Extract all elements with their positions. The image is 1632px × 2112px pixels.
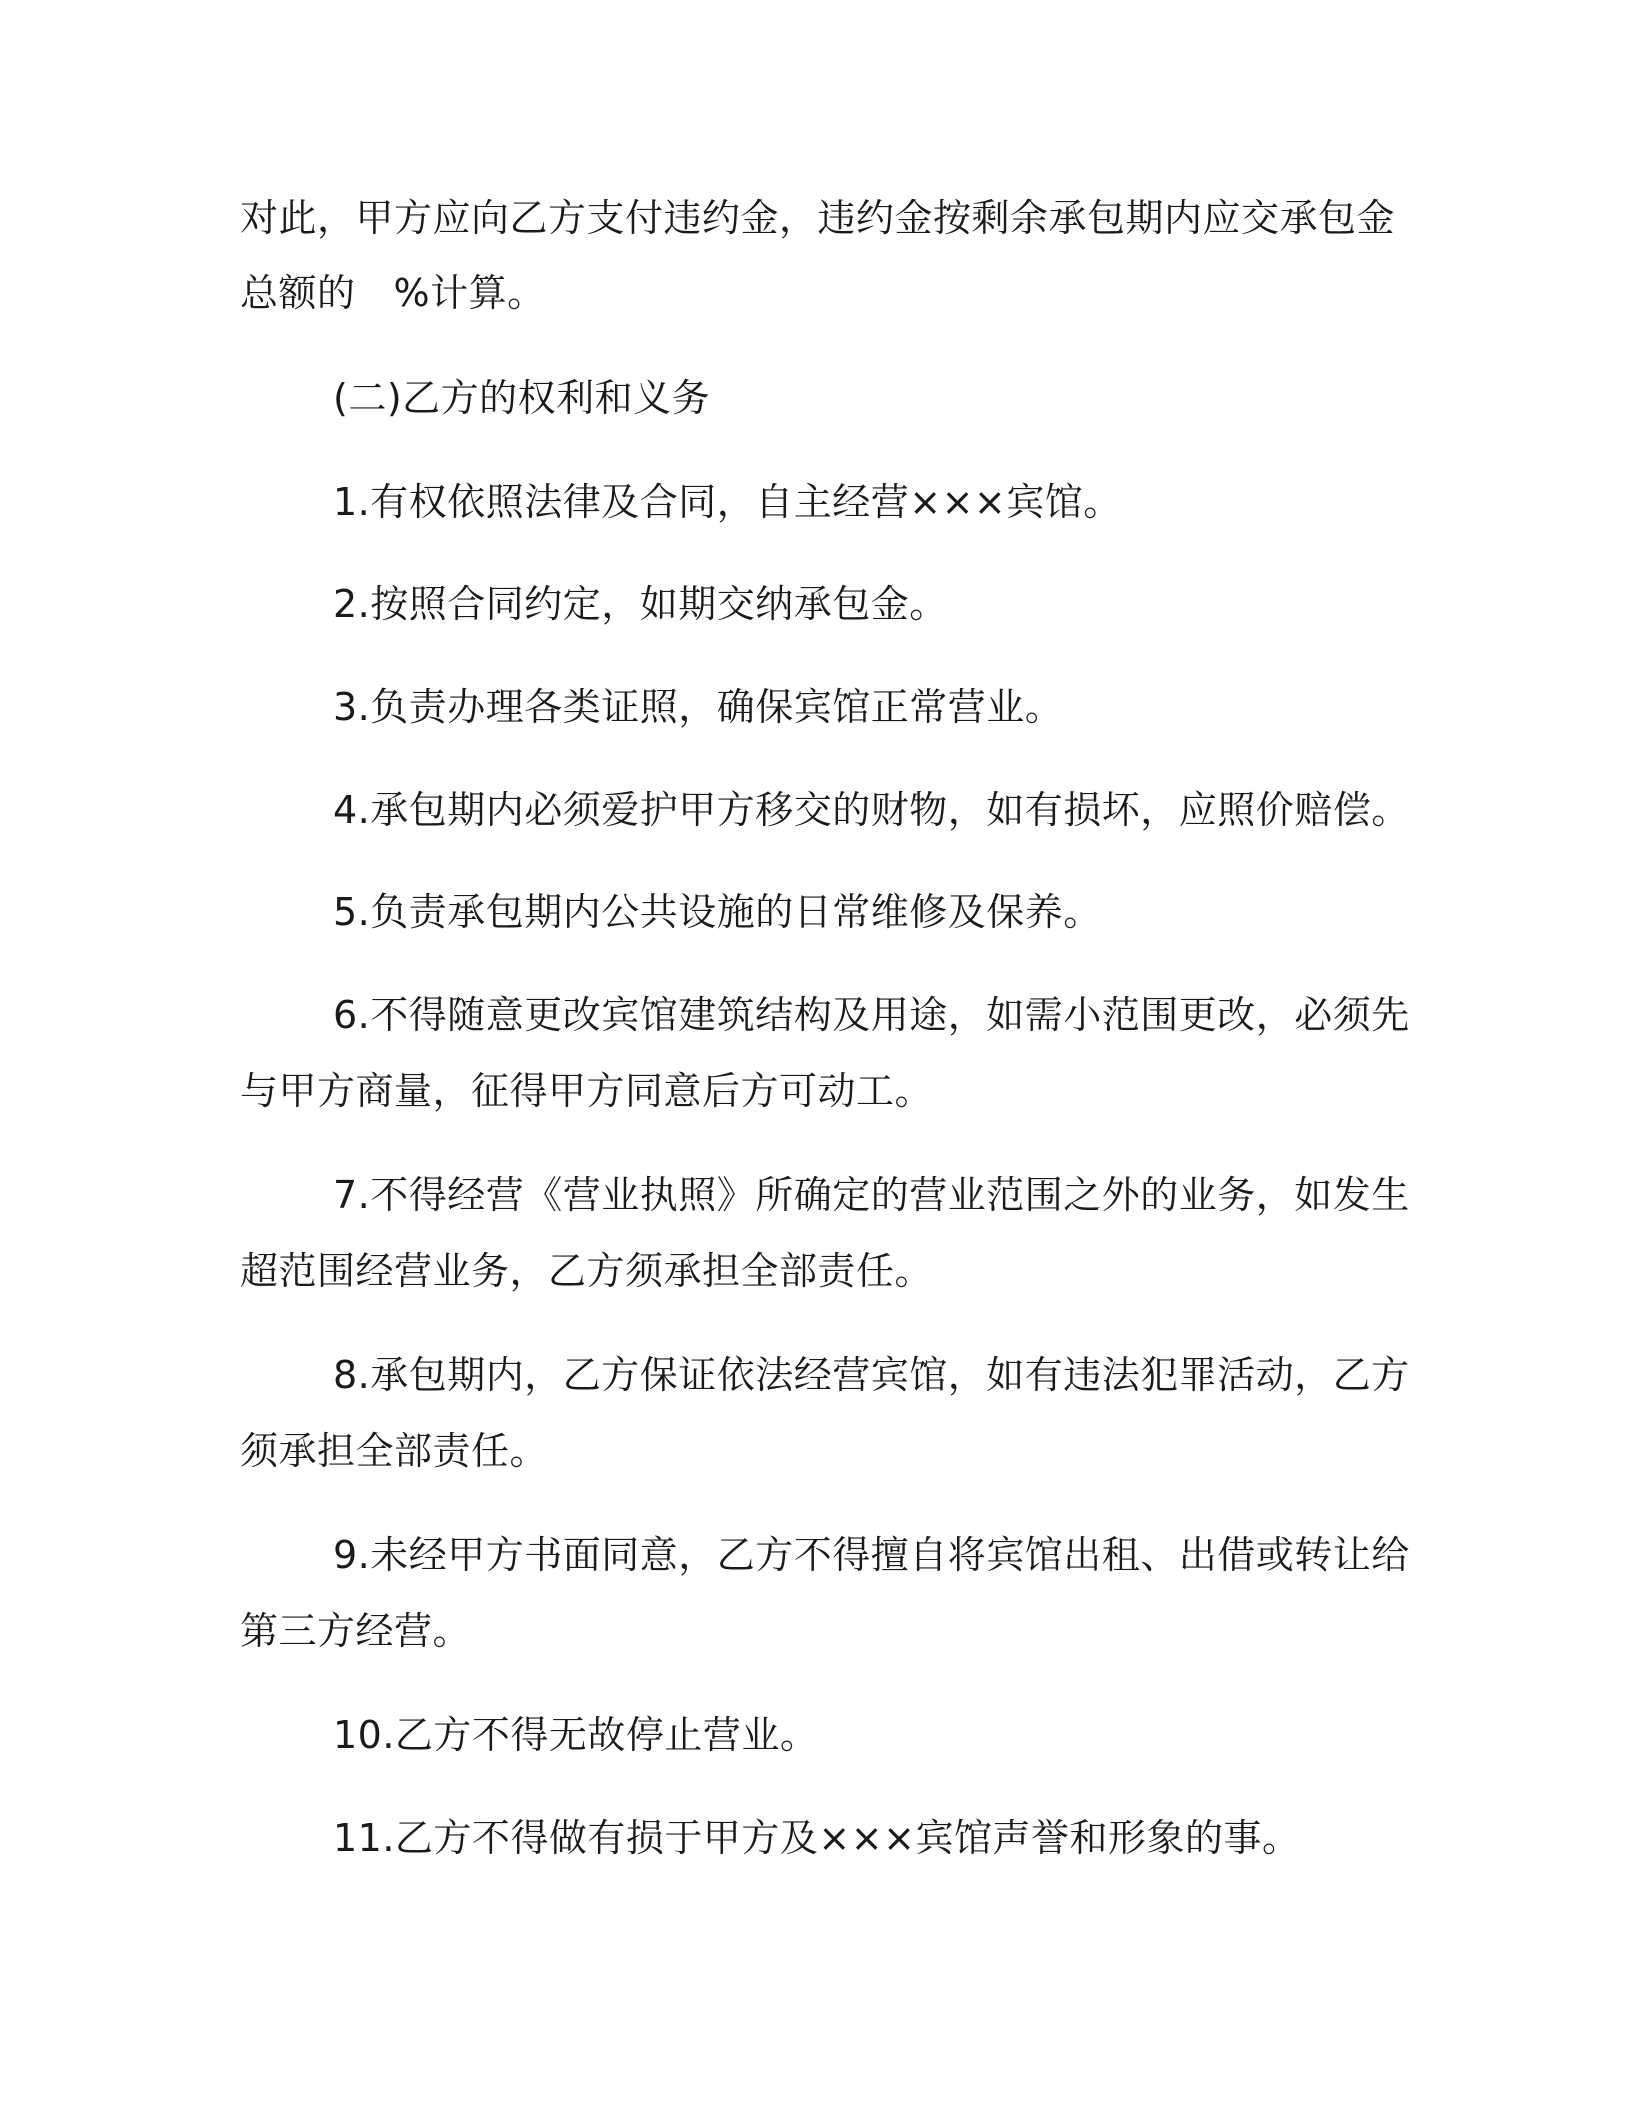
section-heading: (二)乙方的权利和义务 xyxy=(333,376,711,420)
paragraph-text: 总额的 xyxy=(240,271,356,315)
list-item-10: 10.乙方不得无故停止营业。 xyxy=(333,1713,819,1757)
list-item-3: 3.负责办理各类证照，确保宾馆正常营业。 xyxy=(333,685,1064,729)
paragraph-line: 对此，甲方应向乙方支付违约金，违约金按剩余承包期内应交承包金 xyxy=(240,196,1396,240)
paragraph-line xyxy=(240,268,546,318)
list-item-9-continued: 第三方经营。 xyxy=(240,1609,472,1653)
list-item-6: 6.不得随意更改宾馆建筑结构及用途，如需小范围更改，必须先 xyxy=(333,993,1410,1037)
list-item-7-continued: 超范围经营业务，乙方须承担全部责任。 xyxy=(240,1249,934,1293)
list-item-8-continued: 须承担全部责任。 xyxy=(240,1429,549,1473)
list-item-5: 5.负责承包期内公共设施的日常维修及保养。 xyxy=(333,890,1102,934)
paragraph-text: %计算。 xyxy=(393,271,546,315)
list-item-8: 8.承包期内，乙方保证依法经营宾馆，如有违法犯罪活动，乙方 xyxy=(333,1353,1410,1397)
list-item-2: 2.按照合同约定，如期交纳承包金。 xyxy=(333,582,948,626)
list-item-7: 7.不得经营《营业执照》所确定的营业范围之外的业务，如发生 xyxy=(333,1173,1410,1217)
list-item-9: 9.未经甲方书面同意，乙方不得擅自将宾馆出租、出借或转让给 xyxy=(333,1533,1410,1577)
list-item-4: 4.承包期内必须爱护甲方移交的财物，如有损坏，应照价赔偿。 xyxy=(333,788,1410,832)
list-item-11: 11.乙方不得做有损于甲方及×××宾馆声誉和形象的事。 xyxy=(333,1816,1301,1860)
list-item-1: 1.有权依照法律及合同，自主经营×××宾馆。 xyxy=(333,480,1122,524)
list-item-6-continued: 与甲方商量，征得甲方同意后方可动工。 xyxy=(240,1069,934,1113)
